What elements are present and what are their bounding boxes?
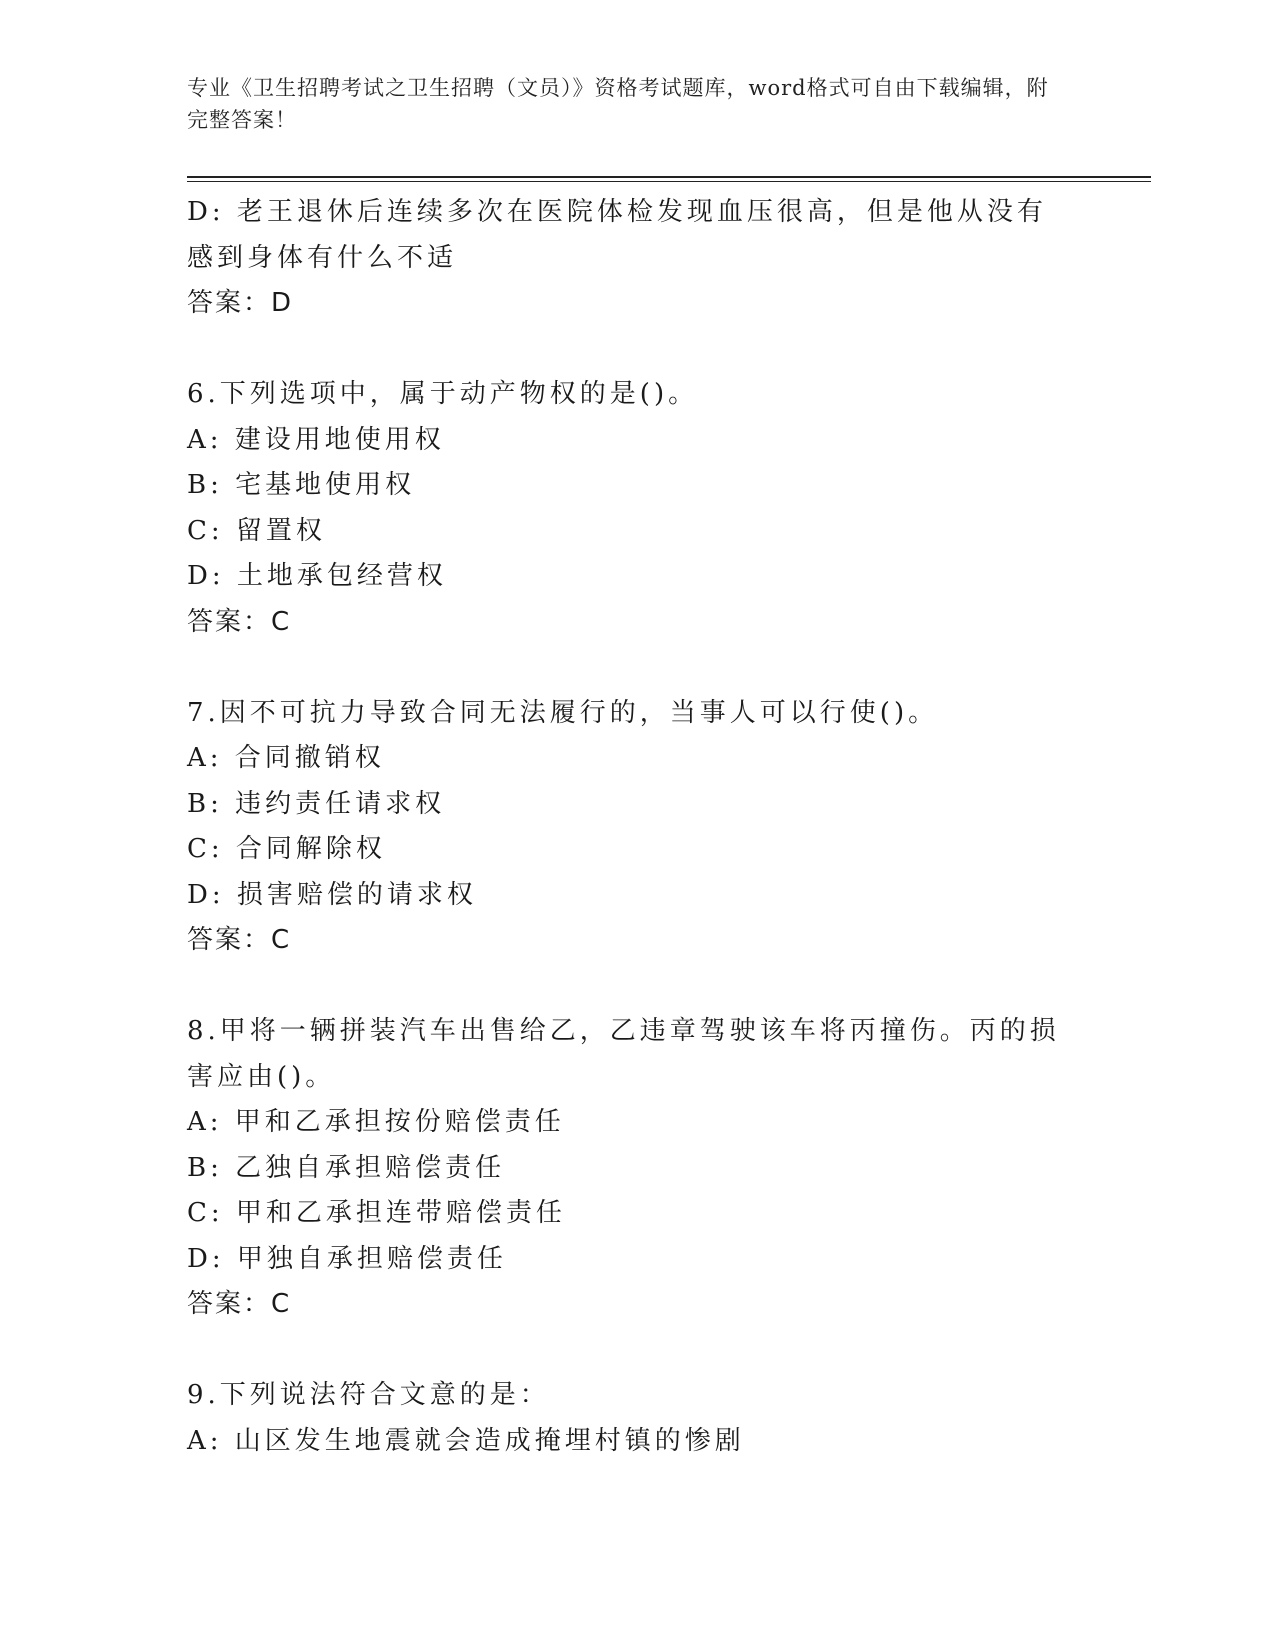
question-9 — [187, 1373, 1087, 1464]
question-stem: 9.下列说法符合文意的是： — [187, 1380, 550, 1410]
option-c: C: 留置权 — [187, 515, 326, 546]
question-stem: 7.因不可抗力导致合同无法履行的，当事人可以行使()。 — [187, 697, 939, 728]
header-divider-thin — [187, 181, 1151, 182]
option-a: A: 山区发生地震就会造成掩埋村镇的惨剧 — [187, 1425, 745, 1456]
answer-line: 答案：C — [187, 1289, 292, 1319]
option-b: B: 乙独自承担赔偿责任 — [187, 1152, 506, 1183]
spacer — [187, 964, 1087, 1010]
answer-line: 答案：C — [187, 925, 292, 955]
spacer — [187, 327, 1087, 373]
spacer — [187, 645, 1087, 691]
previous-question-tail — [187, 190, 1087, 327]
answer-line: 答案：C — [187, 606, 292, 637]
option-a: A: 甲和乙承担按份赔偿责任 — [187, 1107, 565, 1137]
exam-content — [187, 190, 1087, 1464]
option-d: D: 损害赔偿的请求权 — [187, 879, 477, 910]
question-6 — [187, 372, 1087, 645]
option-d: D: 老王退休后连续多次在医院体检发现血压很高，但是他从没有感到身体有什么不适 — [187, 197, 1047, 273]
spacer — [187, 1328, 1087, 1374]
document-header: 专业《卫生招聘考试之卫生招聘（文员）》资格考试题库，word格式可自由下载编辑，附完整答案！ — [187, 76, 1049, 132]
answer-line: 答案：D — [187, 288, 294, 318]
option-c: C: 甲和乙承担连带赔偿责任 — [187, 1198, 566, 1228]
question-8 — [187, 1009, 1087, 1328]
option-d: D: 土地承包经营权 — [187, 561, 447, 591]
option-b: B: 违约责任请求权 — [187, 788, 446, 819]
question-stem: 8.甲将一辆拼装汽车出售给乙，乙违章驾驶该车将丙撞伤。丙的损害应由()。 — [187, 1016, 1060, 1092]
header-divider — [187, 176, 1151, 178]
option-c: C: 合同解除权 — [187, 834, 386, 864]
option-b: B: 宅基地使用权 — [187, 470, 416, 500]
option-d: D: 甲独自承担赔偿责任 — [187, 1243, 507, 1274]
question-stem: 6.下列选项中，属于动产物权的是()。 — [187, 379, 699, 409]
option-a: A: 建设用地使用权 — [187, 424, 445, 455]
question-7 — [187, 691, 1087, 964]
option-a: A: 合同撤销权 — [187, 743, 385, 773]
